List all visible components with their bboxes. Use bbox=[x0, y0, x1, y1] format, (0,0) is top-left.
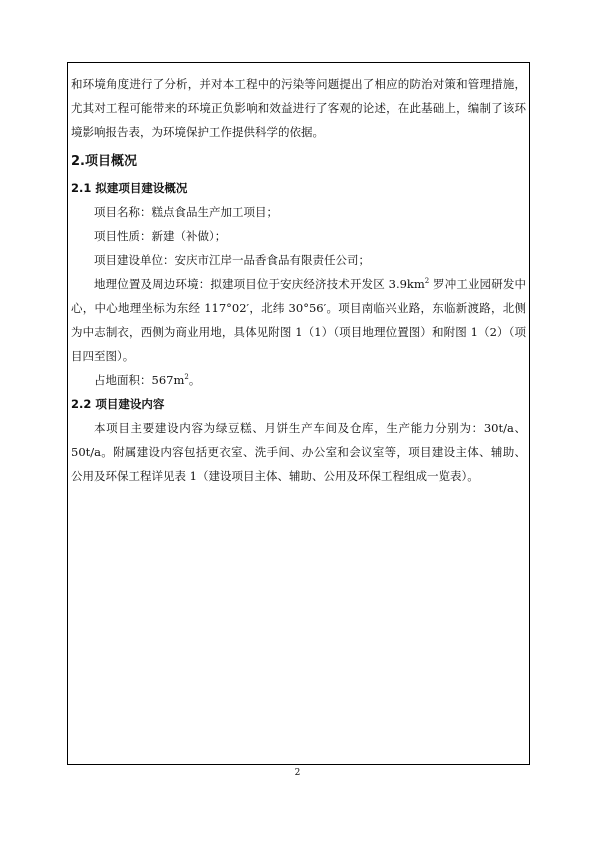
location-text-1: 地理位置及周边环境：拟建项目位于安庆经济技术开发区 3.9km bbox=[94, 277, 425, 291]
project-location bbox=[71, 272, 526, 368]
project-area bbox=[71, 368, 526, 392]
location-superscript: 2 bbox=[424, 277, 430, 285]
project-name: 项目名称：糕点食品生产加工项目； bbox=[94, 205, 278, 219]
construction-content: 本项目主要建设内容为绿豆糕、月饼生产车间及仓库，生产能力分别为：30t/a、50t/a。附属建设内容包括更衣室、洗手间、办公室和会议室等，项目建设主体、辅助、公用及环保工程详见表 1（建设项目主体、辅助、公用及环保工程组成一览表）。 bbox=[71, 421, 526, 483]
subsection-heading-overview: 2.1 拟建项目建设概况 bbox=[71, 181, 188, 195]
project-nature: 项目性质：新建（补做）； bbox=[94, 229, 227, 243]
area-superscript: 2 bbox=[184, 373, 189, 381]
section-heading: 2.项目概况 bbox=[71, 154, 137, 169]
location-text-2: 罗冲工业园研发中心，中心地理坐标为东经 117°02′，北纬 30°56′。项目南临兴业路，东临新渡路，北侧为中志制衣，西侧为商业用地，具体见附图 1（1）（项目地理位置图）和附图 1（2）（项目四至图）。 bbox=[71, 277, 526, 363]
intro-paragraph: 和环境角度进行了分析，并对本工程中的污染等问题提出了相应的防治对策和管理措施，尤其对工程可能带来的环境正负影响和效益进行了客观的论述，在此基础上，编制了该环境影响报告表，为环境保护工作提供科学的依据。 bbox=[71, 77, 526, 139]
page-number: 2 bbox=[294, 768, 301, 778]
page-content bbox=[71, 72, 526, 488]
area-text-1: 占地面积：567m bbox=[94, 373, 185, 387]
area-text-2: 。 bbox=[188, 373, 201, 387]
subsection-heading-content: 2.2 项目建设内容 bbox=[71, 397, 165, 411]
project-unit: 项目建设单位：安庆市江岸一品香食品有限责任公司； bbox=[94, 253, 370, 267]
